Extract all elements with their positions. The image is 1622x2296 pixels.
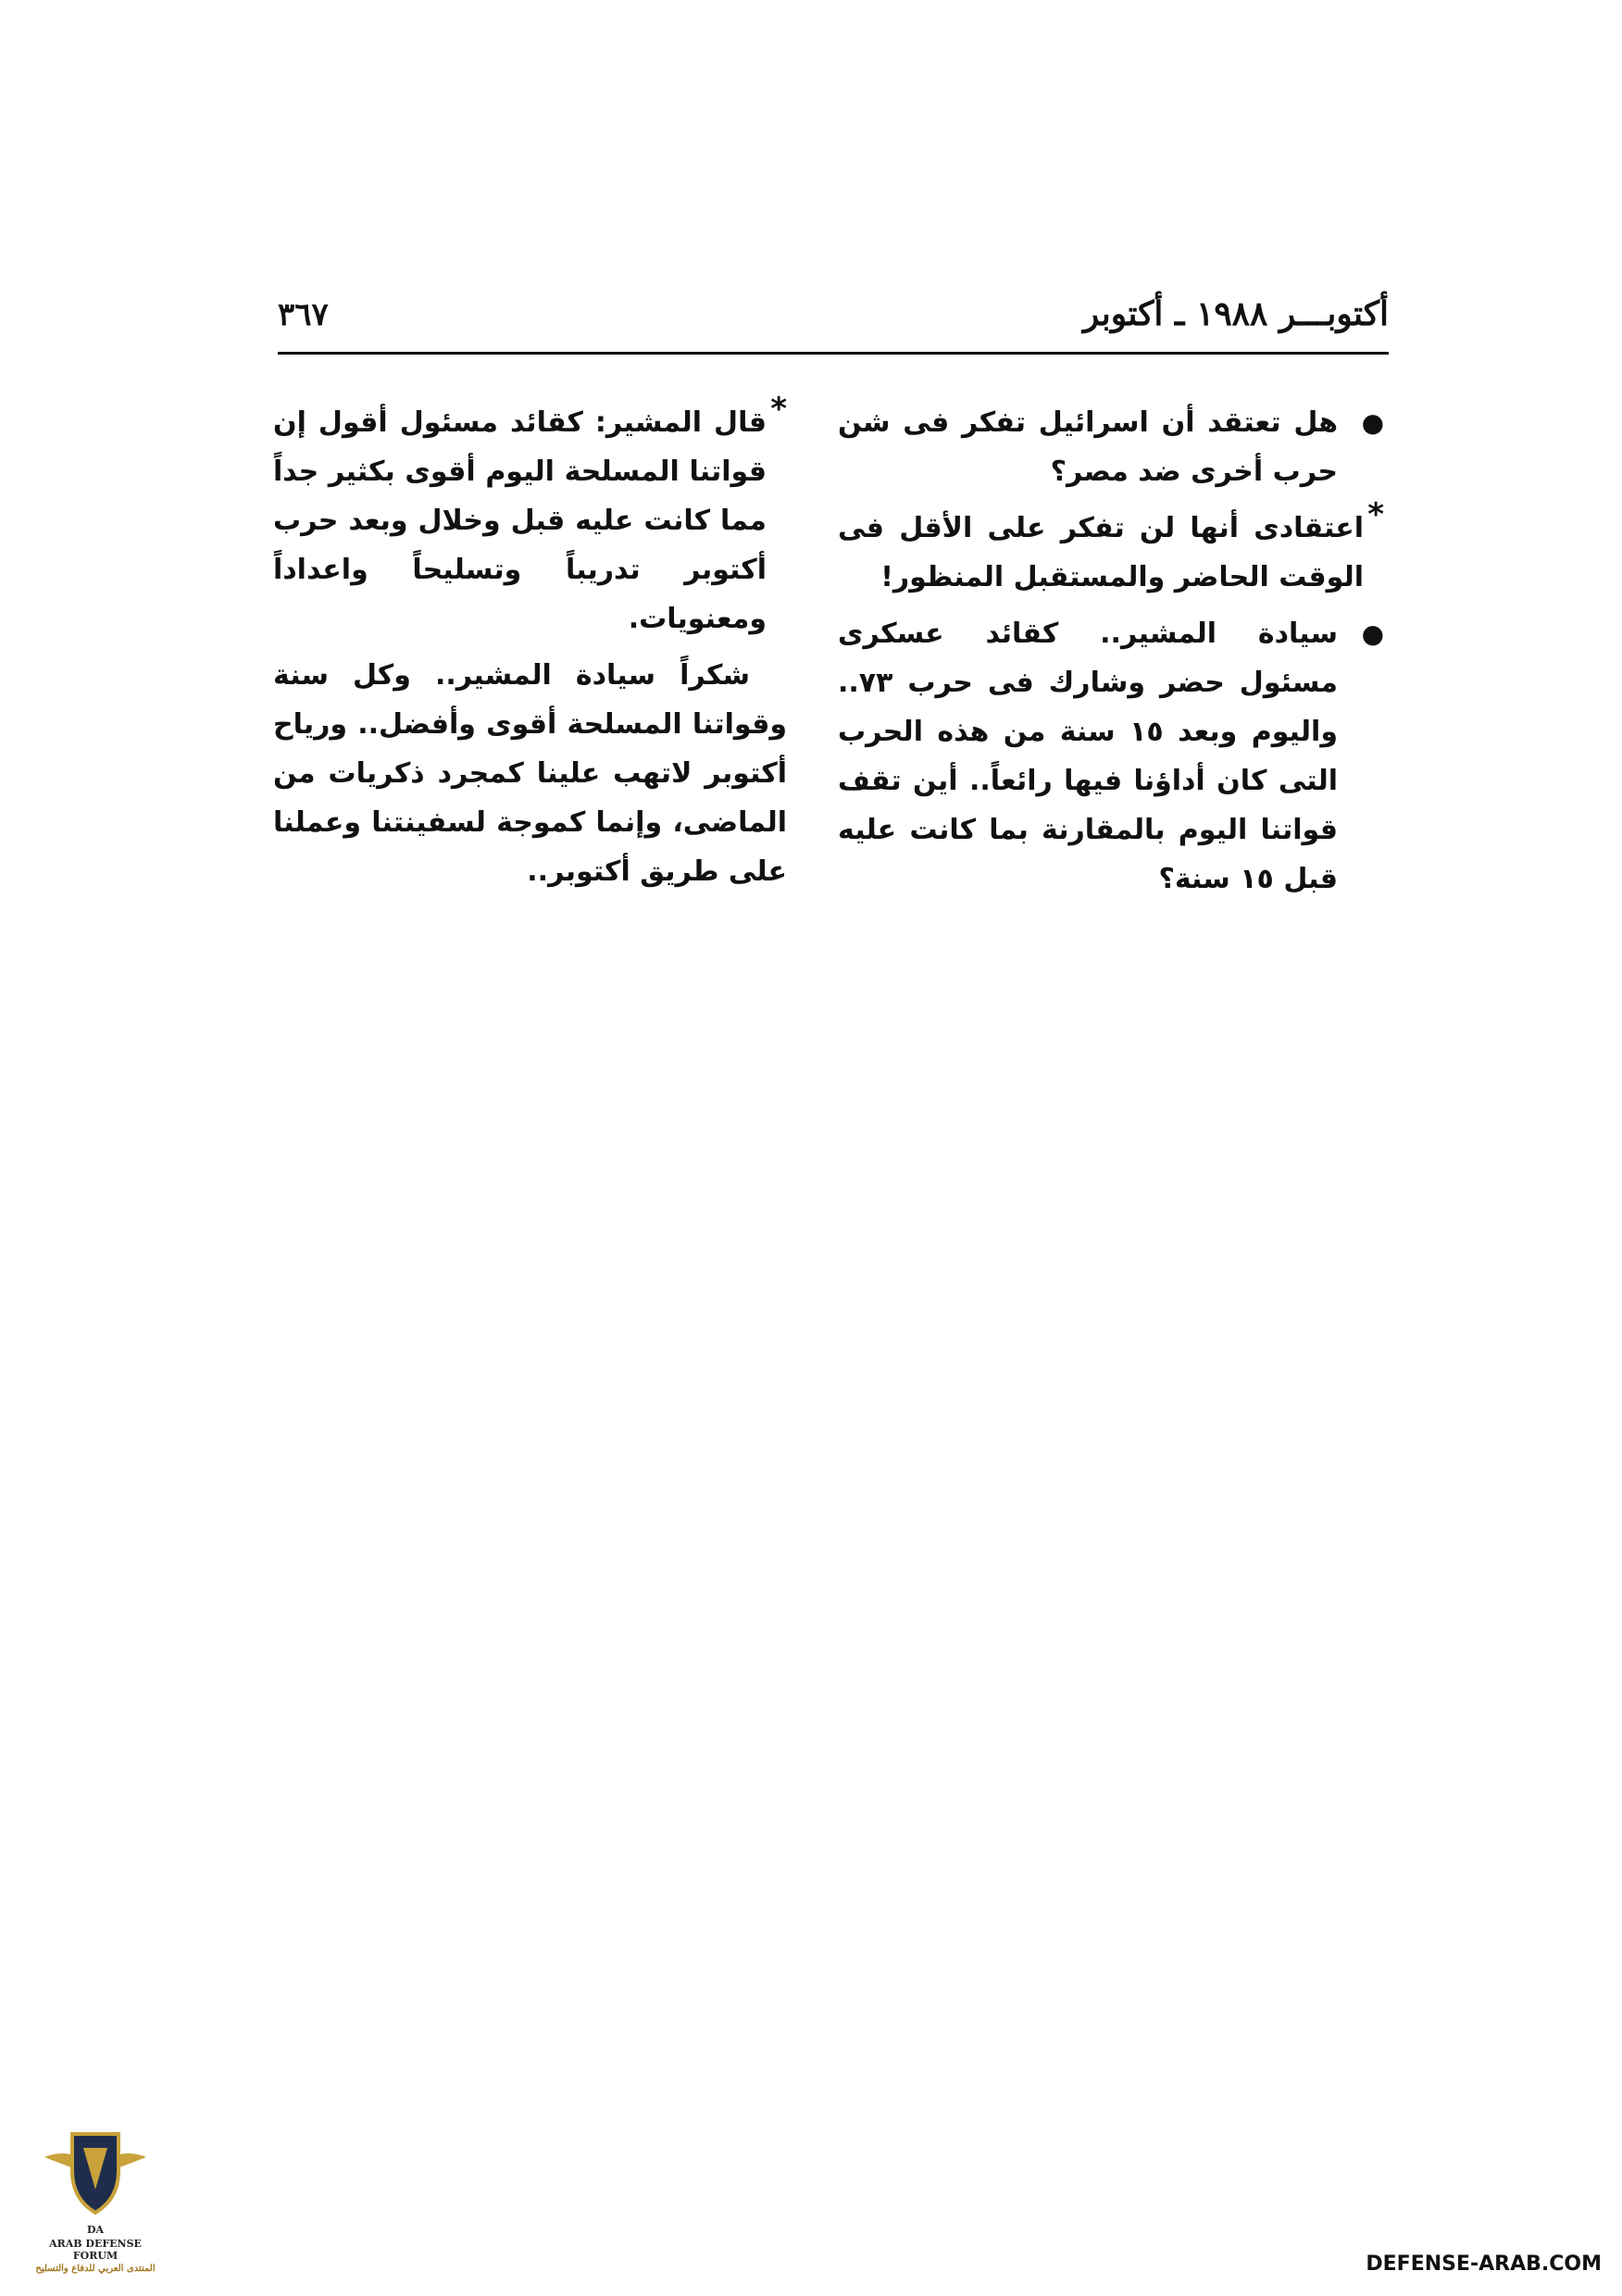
forum-logo — [26, 2120, 165, 2287]
page-number: ٣٦٧ — [278, 296, 329, 333]
bullet-icon: ● — [1361, 407, 1384, 438]
closing-paragraph — [273, 651, 787, 896]
answer-paragraph — [838, 496, 1384, 602]
asterisk-icon: * — [770, 391, 787, 428]
question-text: هل تعتقد أن اسرائيل تفكر فى شن حرب أخرى ضد مصر؟ — [838, 406, 1338, 488]
logo-text: ARAB DEFENSE FORUM — [49, 2238, 142, 2262]
answer-text: اعتقادى أنها لن تفكر على الأقل فى الوقت الحاضر والمستقبل المنظور! — [838, 512, 1364, 593]
shield-wings-icon — [35, 2120, 156, 2222]
question-text: سيادة المشير.. كقائد عسكرى مسئول حضر وشارك فى حرب ٧٣.. واليوم وبعد ١٥ سنة من هذه الحرب التى كان أداؤنا فيها رائعاً.. أين تقف قواتنا اليوم بالمقارنة بما كانت عليه قبل ١٥ سنة؟ — [838, 618, 1338, 895]
site-watermark: DEFENSE-ARAB.COM — [1366, 2252, 1602, 2276]
answer-text: قال المشير: كقائد مسئول أقول إن قواتنا المسلحة اليوم أقوى بكثير جداً مما كانت عليه قبل وخلال وبعد حرب أكتوبر تدريباً وتسليحاً واعداداً ومعنويات. — [273, 406, 767, 635]
answer-paragraph — [273, 391, 787, 643]
logo-text-arabic: المنتدى العربي للدفاع والتسليح — [35, 2264, 156, 2274]
page-header — [278, 287, 1389, 355]
asterisk-icon: * — [1367, 496, 1384, 533]
bullet-icon: ● — [1361, 618, 1384, 649]
logo-initials: DA — [86, 2224, 105, 2236]
closing-text: شكراً سيادة المشير.. وكل سنة وقواتنا المسلحة أقوى وأفضل.. ورياح أكتوبر لاتهب علينا كمجرد ذكريات من الماضى، وإنما كموجة لسفينتنا وعملنا على طريق أكتوبر.. — [273, 659, 787, 888]
right-column — [838, 398, 1384, 911]
question-paragraph — [838, 398, 1384, 496]
question-paragraph — [838, 609, 1384, 904]
left-column — [273, 391, 787, 904]
running-header-title: أكتوبـــر ١٩٨٨ ـ أكتوبر — [1082, 294, 1389, 333]
